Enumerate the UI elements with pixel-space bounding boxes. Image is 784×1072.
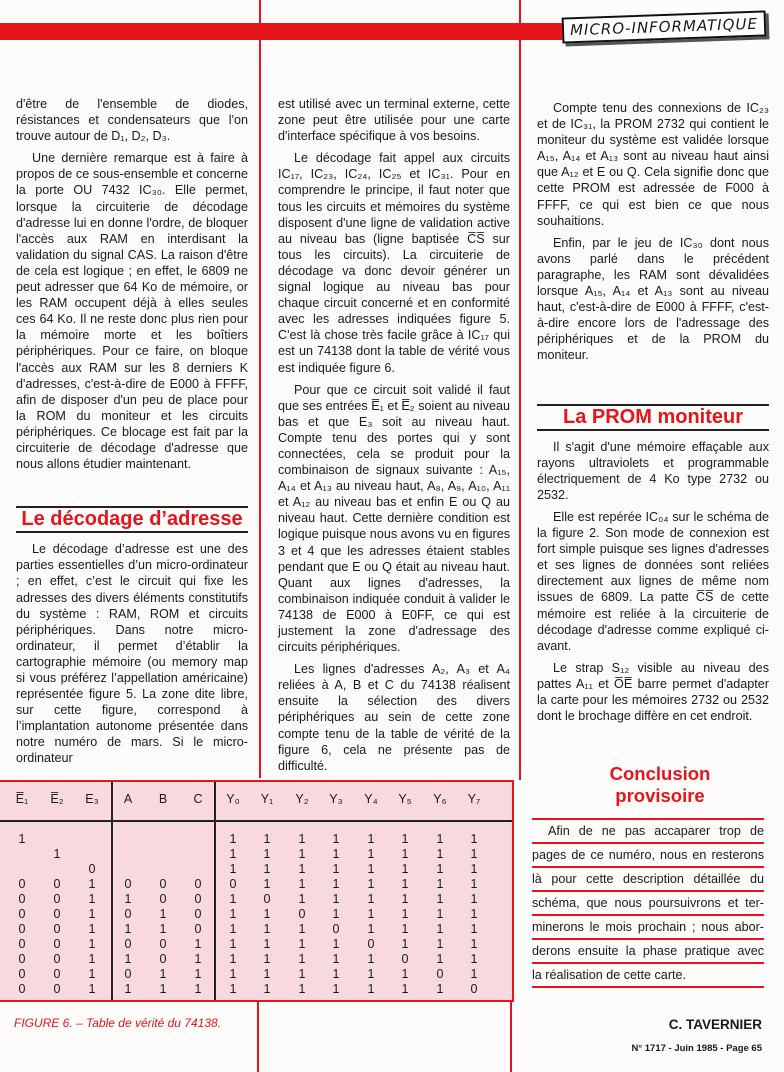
table-cell: 1	[88, 922, 96, 936]
conclusion-line: la réalisation de cette carte.	[532, 962, 764, 988]
paragraph: Le décodage d’adresse est une des parties essentielles d’un micro-ordinateur ; en effet, c’est le circuit qui fixe les adresses des divers éléments constitutifs du système : RAM, ROM et circuits périphériques. Dans notre micro-ordinateur, il permet d’établir la cartographie mémoire (ou memory map si vous préférez l’appellation américaine) représentée figure 5. La zone dite libre, sur cette figure, correspond à l’implantation autonome présentée dans notre numéro de mars. Si le micro-ordinateur	[16, 542, 248, 766]
table-header-cell: Y₅	[398, 792, 412, 806]
table-cell: 1	[229, 937, 237, 951]
table-cell: 1	[298, 952, 306, 966]
table-cell: 1	[124, 892, 132, 906]
table-cell: 1	[401, 862, 409, 876]
table-cell: 0	[53, 937, 61, 951]
conclusion-heading	[560, 763, 760, 807]
table-cell: 1	[298, 862, 306, 876]
table-cell: 0	[18, 982, 26, 996]
table-cell: 1	[229, 862, 237, 876]
table-cell: 0	[18, 907, 26, 921]
table-cell: 1	[436, 892, 444, 906]
table-cell: 1	[367, 967, 375, 981]
table-cell: 1	[194, 967, 202, 981]
table-cell: 1	[88, 967, 96, 981]
paragraph: Une dernière remarque est à faire à propos de ce sous-ensemble et concerne la porte OU 7432 IC₃₀. Elle permet, lorsque la circuiterie de décodage d'adresse lui en donne l'ordre, de bloquer l'accès aux RAM en interdisant la validation du signal CAS. La raison d'être de cela est logique ; en effet, le 6809 ne peut adresser que 64 Ko de mémoire, or les RAM occupent déjà à elles seules ces 64 Ko. Il ne reste donc plus rien pour la mémoire morte et les boîtiers périphériques. Pour ce faire, on bloque l'accès aux RAM sur les 8 derniers K d'adresses, c'est-à-dire de E000 à FFFF, afin de disposer d'un peu de place pour la ROM du moniteur et les circuits périphériques. Ce blocage est fait par la circuiterie de décodage d'adresse que nous allons étudier maintenant.	[16, 151, 248, 472]
table-cell: 1	[436, 922, 444, 936]
table-cell: 1	[194, 982, 202, 996]
table-cell: 0	[18, 892, 26, 906]
table-cell: 1	[332, 982, 340, 996]
paragraph: Enfin, par le jeu de IC₃₀ dont nous avons parlé dans le précédent paragraphe, les RAM sont dévalidées lorsque A₁₅, A₁₄ et A₁₃ sont au niveau haut, c'est-à-dire de E000 à FFFF, c'est-à-dire encore lors de l'adressage des périphériques et de la PROM du moniteur.	[537, 235, 769, 363]
table-cell: 1	[159, 922, 167, 936]
column-divider	[259, 0, 261, 778]
table-cell: 1	[367, 952, 375, 966]
table-cell: 1	[401, 967, 409, 981]
table-cell: 1	[263, 982, 271, 996]
column-divider	[519, 0, 521, 780]
table-cell: 1	[436, 952, 444, 966]
table-cell: 1	[470, 847, 478, 861]
paragraph: est utilisé avec un terminal externe, cette zone peut être utilisée pour une carte d'interface spécifique à vos besoins.	[278, 97, 510, 144]
table-cell: 0	[194, 892, 202, 906]
table-cell: 1	[298, 832, 306, 846]
table-cell: 1	[298, 967, 306, 981]
table-cell: 0	[53, 967, 61, 981]
table-cell: 1	[229, 922, 237, 936]
table-cell: 1	[401, 907, 409, 921]
table-cell: 1	[124, 922, 132, 936]
column-3	[537, 100, 769, 730]
table-cell: 1	[436, 937, 444, 951]
table-cell: 1	[436, 832, 444, 846]
table-cell: 0	[159, 952, 167, 966]
table-cell: 1	[332, 847, 340, 861]
table-cell: 1	[332, 937, 340, 951]
table-cell: 1	[298, 982, 306, 996]
column-divider	[510, 998, 512, 1072]
table-cell: 0	[436, 967, 444, 981]
table-cell: 1	[229, 982, 237, 996]
table-cell: 1	[88, 982, 96, 996]
table-cell: 1	[298, 937, 306, 951]
conclusion-line: derons ensuite la phase pratique avec	[532, 938, 764, 962]
table-cell: 1	[332, 952, 340, 966]
conclusion-text	[532, 818, 764, 988]
table-cell: 1	[229, 892, 237, 906]
paragraph: Il s'agit d'une mémoire effaçable aux rayons ultraviolets et programmable électriquement de 4 Ko type 2732 ou 2532.	[537, 439, 769, 502]
table-cell: 1	[298, 877, 306, 891]
table-cell: 0	[124, 937, 132, 951]
table-cell: 0	[159, 937, 167, 951]
table-cell: 1	[159, 907, 167, 921]
table-cell: 1	[436, 877, 444, 891]
table-cell: 1	[401, 892, 409, 906]
column-2	[278, 96, 510, 780]
paragraph: d'être de l'ensemble de diodes, résistances et condensateurs que l'on trouve autour de D₁, D₂, D₃.	[16, 97, 248, 144]
table-cell: 1	[298, 847, 306, 861]
table-cell: 1	[470, 952, 478, 966]
table-header-cell: Y₁	[260, 792, 274, 806]
table-divider	[111, 782, 113, 1000]
table-header-cell: E̅₁	[15, 792, 29, 806]
table-cell: 0	[159, 877, 167, 891]
table-header-rule	[0, 820, 512, 822]
table-cell: 1	[263, 877, 271, 891]
table-cell: 1	[124, 952, 132, 966]
table-cell: 1	[470, 967, 478, 981]
table-cell: 1	[229, 832, 237, 846]
table-cell: 1	[367, 832, 375, 846]
table-cell: 1	[229, 847, 237, 861]
author: C. TAVERNIER	[668, 1017, 762, 1032]
table-cell: 1	[332, 862, 340, 876]
table-cell: 1	[332, 877, 340, 891]
table-cell: 1	[88, 907, 96, 921]
table-cell: 0	[18, 967, 26, 981]
table-cell: 1	[367, 877, 375, 891]
table-cell: 1	[159, 982, 167, 996]
conclusion-line: là pour cette description détaillée du	[532, 866, 764, 890]
table-cell: 1	[367, 847, 375, 861]
table-cell: 1	[470, 877, 478, 891]
table-cell: 0	[229, 877, 237, 891]
table-cell: 1	[88, 937, 96, 951]
table-cell: 1	[367, 892, 375, 906]
conclusion-line: Afin de ne pas accaparer trop de	[532, 818, 764, 842]
table-header-cell: E₃	[85, 792, 99, 806]
table-cell: 1	[263, 832, 271, 846]
table-cell: 1	[263, 847, 271, 861]
table-header-cell: C	[193, 792, 203, 806]
table-cell: 0	[18, 952, 26, 966]
table-cell: 1	[401, 877, 409, 891]
table-cell: 1	[401, 832, 409, 846]
table-cell: 0	[18, 877, 26, 891]
paragraph: Le strap S₁₂ visible au niveau des pattes A₁₁ et O̅E̅ barre permet d'adapter la carte pour les mémoires 2732 ou 2532 dont le brochage diffère en cet endroit.	[537, 660, 769, 724]
table-cell: 0	[263, 892, 271, 906]
table-cell: 1	[263, 907, 271, 921]
table-cell: 1	[53, 847, 61, 861]
table-cell: 0	[53, 952, 61, 966]
conclusion-line: pages de ce numéro, nous en resterons	[532, 842, 764, 866]
section-heading: Le décodage d’adresse	[16, 506, 248, 533]
table-cell: 1	[470, 832, 478, 846]
table-cell: 1	[401, 982, 409, 996]
table-cell: 1	[436, 907, 444, 921]
table-cell: 0	[124, 877, 132, 891]
table-cell: 0	[124, 967, 132, 981]
table-cell: 1	[298, 922, 306, 936]
table-cell: 1	[367, 907, 375, 921]
conclusion-line: schéma, que nous poursuivrons et ter-	[532, 890, 764, 914]
table-cell: 1	[401, 922, 409, 936]
page-footer: N° 1717 - Juin 1985 - Page 65	[631, 1043, 762, 1054]
table-cell: 1	[401, 937, 409, 951]
table-cell: 1	[229, 952, 237, 966]
table-cell: 1	[470, 937, 478, 951]
table-cell: 1	[124, 982, 132, 996]
table-header-cell: Y₀	[226, 792, 240, 806]
conclusion-line: minerons le mois prochain ; nous abor-	[532, 914, 764, 938]
table-cell: 0	[194, 907, 202, 921]
table-cell: 1	[470, 892, 478, 906]
column-1	[16, 96, 248, 773]
heading-line: Conclusion	[609, 763, 711, 784]
table-cell: 0	[367, 937, 375, 951]
table-cell: 1	[436, 862, 444, 876]
truth-table	[0, 780, 514, 1002]
table-cell: 1	[159, 967, 167, 981]
table-cell: 0	[298, 907, 306, 921]
table-cell: 1	[194, 952, 202, 966]
table-cell: 0	[18, 937, 26, 951]
table-cell: 1	[332, 967, 340, 981]
table-cell: 0	[18, 922, 26, 936]
table-cell: 1	[229, 967, 237, 981]
table-cell: 1	[436, 982, 444, 996]
table-cell: 0	[159, 892, 167, 906]
table-cell: 0	[194, 877, 202, 891]
table-cell: 1	[436, 847, 444, 861]
figure-caption: FIGURE 6. – Table de vérité du 74138.	[14, 1016, 222, 1030]
table-cell: 0	[470, 982, 478, 996]
table-header-cell: Y₃	[329, 792, 343, 806]
table-cell: 0	[194, 922, 202, 936]
table-cell: 1	[367, 922, 375, 936]
table-cell: 1	[263, 967, 271, 981]
table-cell: 0	[53, 907, 61, 921]
paragraph: Le décodage fait appel aux circuits IC₁₇, IC₂₃, IC₂₄, IC₂₅ et IC₃₁. Pour en comprendre le principe, il faut noter que tous les circuits et mémoires du système disposent d'une ligne de validation active au niveau bas (ligne baptisée C̅S̅ sur tous les circuits). La circuiterie de décodage va donc devoir générer un signal logique au niveau bas pour chaque circuit concerné et en conformité avec les adresses indiquées figure 5. C'est là chose très facile grâce à IC₁₇ qui est un 74138 dont la table de vérité vous est indiquée figure 6.	[278, 151, 510, 375]
table-header-cell: Y₄	[364, 792, 378, 806]
paragraph: Pour que ce circuit soit validé il faut que ses entrées E̅₁ et E̅₂ soient au niveau bas et que E₃ soit au niveau haut. Compte tenu des portes qui y sont connectées, cela se produit pour la combinaison de signaux suivante : A₁₅, A₁₄ et A₁₃ au niveau haut, A₈, A₉, A₁₀, A₁₁ et A₁₂ au niveau bas et enfin E ou Q au niveau haut. Cette dernière condition est logique puisque nous avons vu en figures 3 et 4 que les adresses étaient stables pendant que E ou Q était au niveau haut. Quant aux lignes d'adresses, la combinaison indiquée conduit à valider le 74138 de E000 à E0FF, ce qui est justement la zone d'adressage des circuits périphériques.	[278, 382, 510, 655]
table-cell: 0	[124, 907, 132, 921]
paragraph: Elle est repérée IC₀₄ sur le schéma de la figure 2. Son mode de connexion est fort simple puisque ses lignes d'adresses et ses lignes de données sont reliées directement aux lignes de même nom issues de 6809. La patte C̅S̅ de cette mémoire est reliée à la circuiterie de décodage d'adresse comme expliqué ci-avant.	[537, 509, 769, 653]
table-cell: 0	[53, 892, 61, 906]
table-cell: 1	[332, 907, 340, 921]
table-cell: 0	[88, 862, 96, 876]
table-cell: 1	[367, 862, 375, 876]
table-cell: 1	[367, 982, 375, 996]
table-cell: 1	[263, 952, 271, 966]
table-cell: 1	[194, 937, 202, 951]
paragraph: Compte tenu des connexions de IC₂₃ et de IC₃₁, la PROM 2732 qui contient le moniteur du système est validée lorsque A₁₅, A₁₄ et A₁₃ sont au niveau haut ainsi que A₁₂ et E ou Q. Cela signifie donc que cette PROM est adressée de F000 à FFFF, ce qui est bien ce que nous souhaitions.	[537, 101, 769, 228]
table-cell: 1	[332, 892, 340, 906]
table-cell: 1	[401, 847, 409, 861]
table-cell: 1	[470, 862, 478, 876]
column-divider	[257, 1000, 259, 1072]
table-cell: 1	[332, 832, 340, 846]
table-cell: 1	[263, 922, 271, 936]
table-cell: 0	[53, 982, 61, 996]
table-cell: 0	[401, 952, 409, 966]
section-heading: La PROM moniteur	[537, 404, 769, 431]
section-logo: MICRO-INFORMATIQUE	[562, 10, 767, 43]
table-header-cell: Y₂	[295, 792, 309, 806]
table-cell: 1	[88, 952, 96, 966]
table-cell: 1	[263, 937, 271, 951]
table-cell: 1	[88, 892, 96, 906]
table-cell: 1	[263, 862, 271, 876]
table-cell: 0	[53, 922, 61, 936]
table-divider	[214, 782, 216, 1000]
table-header-cell: B	[158, 792, 168, 806]
table-cell: 1	[88, 877, 96, 891]
table-cell: 1	[229, 907, 237, 921]
table-cell: 0	[332, 922, 340, 936]
table-header-cell: A	[123, 792, 133, 806]
heading-line: provisoire	[615, 785, 705, 806]
table-cell: 1	[18, 832, 26, 846]
table-cell: 1	[298, 892, 306, 906]
table-cell: 0	[53, 877, 61, 891]
table-cell: 1	[470, 922, 478, 936]
table-header-cell: Y₇	[467, 792, 481, 806]
table-header-cell: Y₆	[433, 792, 447, 806]
paragraph: Les lignes d'adresses A₂, A₃ et A₄ reliées à A, B et C du 74138 réalisent ensuite la sélection des divers périphériques au sein de cette zone compte tenu de la table de vérité de la figure 6, cela ne présente pas de difficulté.	[278, 662, 510, 773]
table-cell: 1	[470, 907, 478, 921]
table-header-cell: E̅₂	[50, 792, 64, 806]
